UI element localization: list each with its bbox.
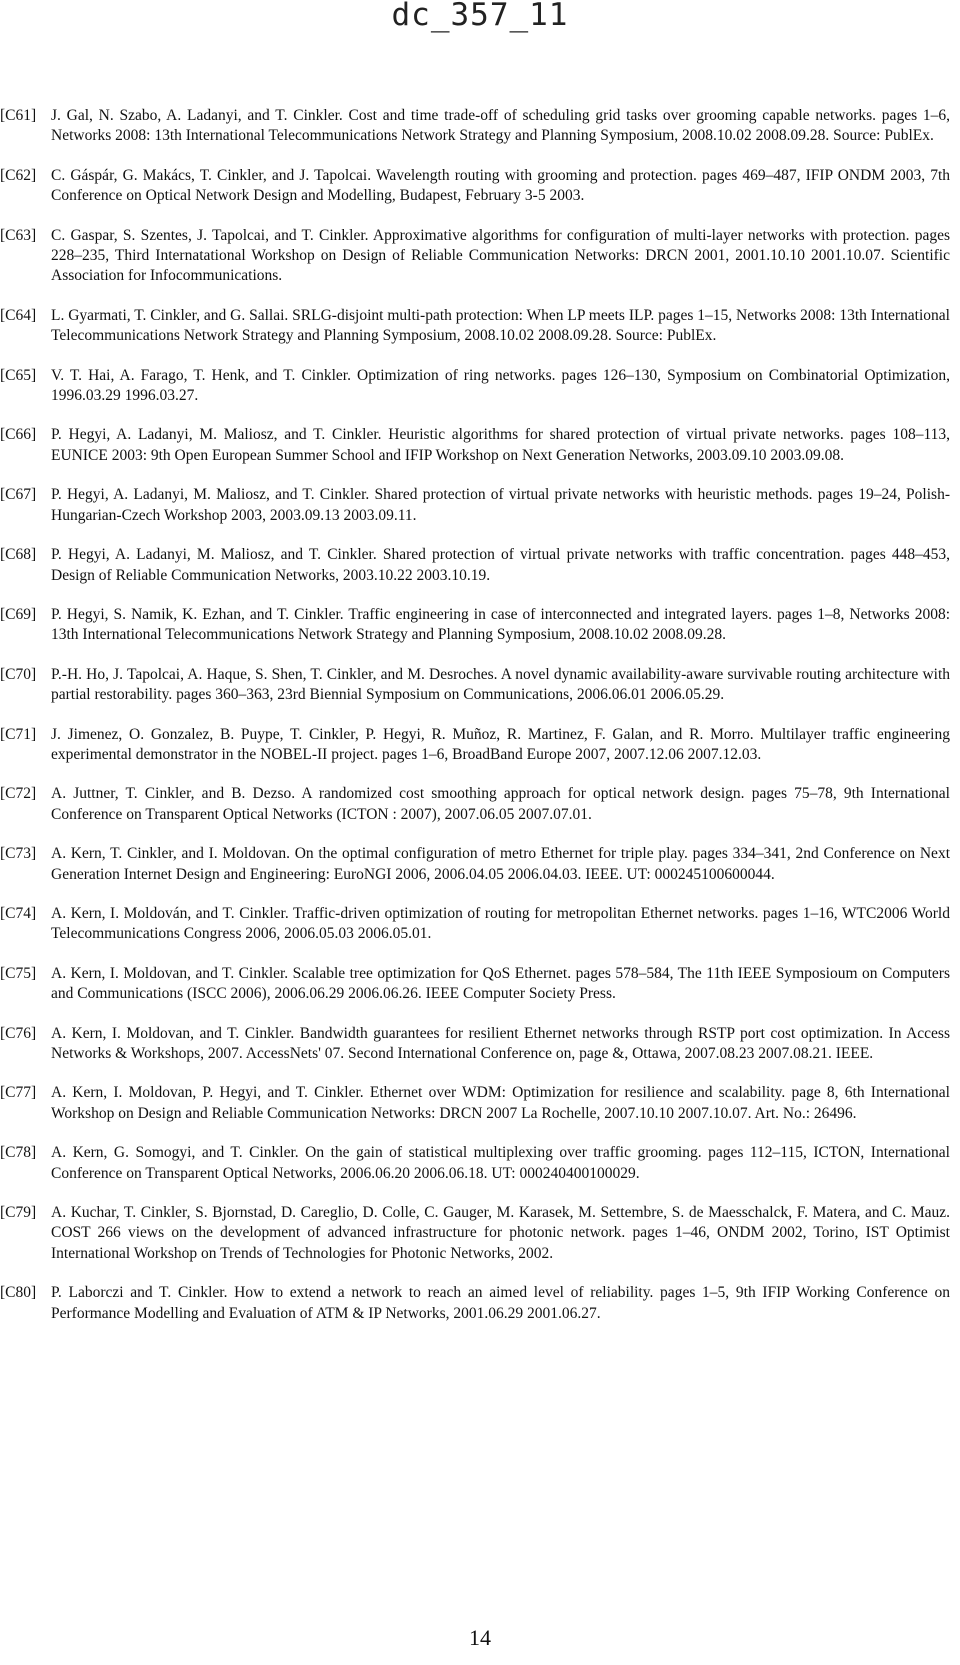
reference-label: [C78]: [0, 1144, 37, 1162]
reference-label: [C79]: [0, 1204, 37, 1222]
reference-text: C. Gaspar, S. Szentes, J. Tapolcai, and T. Cinkler. Approximative algorithms for configuration of multi-layer networks with protection. pages 228–235, Third Internatational Workshop on Design of Reliable Communication Networks: DRCN 2001, 2001.10.10 2001.10.07. Scientific Association for Infocommunications.: [51, 226, 950, 285]
reference-label: [C71]: [0, 725, 37, 743]
reference-entry: [0, 1203, 960, 1264]
reference-entry: [0, 545, 960, 586]
reference-label: [C76]: [0, 1024, 37, 1042]
reference-entry: [0, 904, 960, 945]
reference-entry: [0, 366, 960, 407]
reference-entry: [0, 1143, 960, 1184]
reference-entry: [0, 226, 960, 287]
reference-text: A. Juttner, T. Cinkler, and B. Dezso. A randomized cost smoothing approach for optical network design. pages 75–78, 9th International Conference on Transparent Optical Networks (ICTON : 2007), 2007.06.05 2007.07.01.: [51, 785, 950, 823]
reference-label: [C61]: [0, 107, 37, 124]
reference-text: L. Gyarmati, T. Cinkler, and G. Sallai. SRLG-disjoint multi-path protection: When LP meets ILP. pages 1–15, Networks 2008: 13th International Telecommunications Network Strategy and Planning Symposium, 2008.10.02 2008.09.28. Source: PublEx.: [51, 306, 950, 345]
reference-text: V. T. Hai, A. Farago, T. Henk, and T. Cinkler. Optimization of ring networks. pages 126–130, Symposium on Combinatorial Optimization, 1996.03.29 1996.03.27.: [51, 366, 950, 405]
reference-text: P.-H. Ho, J. Tapolcai, A. Haque, S. Shen, T. Cinkler, and M. Desroches. A novel dynamic availability-aware survivable routing architecture with partial restorability. pages 360–363, 23rd Biennial Symposium on Communications, 2006.06.01 2006.05.29.: [51, 665, 950, 704]
reference-entry: [0, 605, 960, 646]
reference-label: [C63]: [0, 226, 37, 244]
reference-text: A. Kern, T. Cinkler, and I. Moldovan. On the optimal configuration of metro Ethernet for triple play. pages 334–341, 2nd Conference on Next Generation Internet Design and Engineering: EuroNGI 2006, 2006.04.05 2006.04.03. IEEE. UT: 000245100600044.: [51, 845, 950, 883]
reference-text: A. Kern, I. Moldovan, P. Hegyi, and T. Cinkler. Ethernet over WDM: Optimization for resilience and scalability. page 8, 6th International Workshop on Design and Reliable Communication Networks: DRCN 2007 La Rochelle, 2007.10.10 2007.10.07. Art. No.: 26496.: [51, 1084, 950, 1122]
reference-entry: [0, 485, 960, 526]
reference-label: [C80]: [0, 1284, 37, 1302]
reference-label: [C67]: [0, 486, 37, 504]
reference-entry: [0, 1283, 960, 1324]
reference-entry: [0, 106, 960, 147]
reference-entry: [0, 784, 960, 825]
reference-label: [C73]: [0, 845, 37, 863]
reference-text: C. Gáspár, G. Makács, T. Cinkler, and J. Tapolcai. Wavelength routing with grooming and protection. pages 469–487, IFIP ONDM 2003, 7th Conference on Optical Network Design and Modelling, Budapest, February 3-5 2003.: [51, 166, 950, 205]
reference-label: [C66]: [0, 426, 37, 444]
reference-entry: [0, 964, 960, 1005]
reference-text: A. Kuchar, T. Cinkler, S. Bjornstad, D. Careglio, D. Colle, C. Gauger, M. Karasek, M. Settembre, S. de Maesschalck, F. Matera, and C. Mauz. COST 266 views on the development of advanced infrastructure for photonic network. pages 1–46, ONDM 2002, Torino, IST Optimist International Workshop on Trends of Technologies for Photonic Networks, 2002.: [51, 1204, 950, 1262]
reference-label: [C69]: [0, 605, 37, 623]
reference-entry: [0, 665, 960, 706]
reference-label: [C77]: [0, 1084, 37, 1102]
page-number: 14: [469, 1625, 491, 1650]
reference-entry: [0, 725, 960, 766]
reference-text: P. Hegyi, A. Ladanyi, M. Maliosz, and T. Cinkler. Shared protection of virtual private networks with traffic concentration. pages 448–453, Design of Reliable Communication Networks, 2003.10.22 2003.10.19.: [51, 546, 950, 584]
reference-text: J. Gal, N. Szabo, A. Ladanyi, and T. Cinkler. Cost and time trade-off of scheduling grid tasks over grooming capable networks. pages 1–6, Networks 2008: 13th International Telecommunications Network Strategy and Planning Symposium, 2008.10.02 2008.09.28. Source: PublEx.: [51, 107, 950, 145]
reference-label: [C64]: [0, 306, 37, 324]
reference-text: A. Kern, I. Moldován, and T. Cinkler. Traffic-driven optimization of routing for metropolitan Ethernet networks. pages 1–16, WTC2006 World Telecommunications Congress 2006, 2006.05.03 2006.05.01.: [51, 904, 950, 943]
reference-text: J. Jimenez, O. Gonzalez, B. Puype, T. Cinkler, P. Hegyi, R. Muñoz, R. Martinez, F. Galan, and R. Morro. Multilayer traffic engineering experimental demonstrator in the NOBEL-II project. pages 1–6, BroadBand Europe 2007, 2007.12.06 2007.12.03.: [51, 725, 950, 763]
reference-entry: [0, 306, 960, 347]
document-id-header: dc_357_11: [391, 0, 569, 33]
reference-label: [C70]: [0, 665, 37, 683]
reference-entry: [0, 1083, 960, 1124]
reference-entry: [0, 1024, 960, 1065]
reference-text: P. Hegyi, S. Namik, K. Ezhan, and T. Cinkler. Traffic engineering in case of interconnected and integrated layers. pages 1–8, Networks 2008: 13th International Telecommunications Network Strategy and Planning Symposium, 2008.10.02 2008.09.28.: [51, 605, 950, 644]
reference-entry: [0, 425, 960, 466]
reference-label: [C65]: [0, 366, 37, 384]
reference-label: [C62]: [0, 166, 37, 184]
reference-entry: [0, 166, 960, 207]
reference-entry: [0, 844, 960, 885]
reference-label: [C74]: [0, 904, 37, 922]
reference-text: A. Kern, I. Moldovan, and T. Cinkler. Bandwidth guarantees for resilient Ethernet networks through RSTP port cost optimization. In Access Networks & Workshops, 2007. AccessNets' 07. Second International Conference on, page &, Ottawa, 2007.08.23 2007.08.21. IEEE.: [51, 1024, 950, 1062]
reference-text: A. Kern, I. Moldovan, and T. Cinkler. Scalable tree optimization for QoS Ethernet. pages 578–584, The 11th IEEE Symposioum on Computers and Communications (ISCC 2006), 2006.06.29 2006.06.26. IEEE Computer Society Press.: [51, 964, 950, 1003]
reference-list: [0, 106, 960, 1343]
reference-label: [C72]: [0, 785, 37, 803]
reference-text: A. Kern, G. Somogyi, and T. Cinkler. On the gain of statistical multiplexing over traffic grooming. pages 112–115, ICTON, International Conference on Transparent Optical Networks, 2006.06.20 2006.06.18. UT: 000240400100029.: [51, 1144, 950, 1182]
reference-text: P. Hegyi, A. Ladanyi, M. Maliosz, and T. Cinkler. Heuristic algorithms for shared protection of virtual private networks. pages 108–113, EUNICE 2003: 9th Open European Summer School and IFIP Workshop on Next Generation Networks, 2003.09.10 2003.09.08.: [51, 426, 950, 464]
reference-text: P. Laborczi and T. Cinkler. How to extend a network to reach an aimed level of reliability. pages 1–5, 9th IFIP Working Conference on Performance Modelling and Evaluation of ATM & IP Networks, 2001.06.29 2001.06.27.: [51, 1284, 950, 1322]
reference-text: P. Hegyi, A. Ladanyi, M. Maliosz, and T. Cinkler. Shared protection of virtual private networks with heuristic methods. pages 19–24, Polish-Hungarian-Czech Workshop 2003, 2003.09.13 2003.09.11.: [51, 486, 950, 524]
reference-label: [C75]: [0, 964, 37, 982]
reference-label: [C68]: [0, 546, 37, 564]
